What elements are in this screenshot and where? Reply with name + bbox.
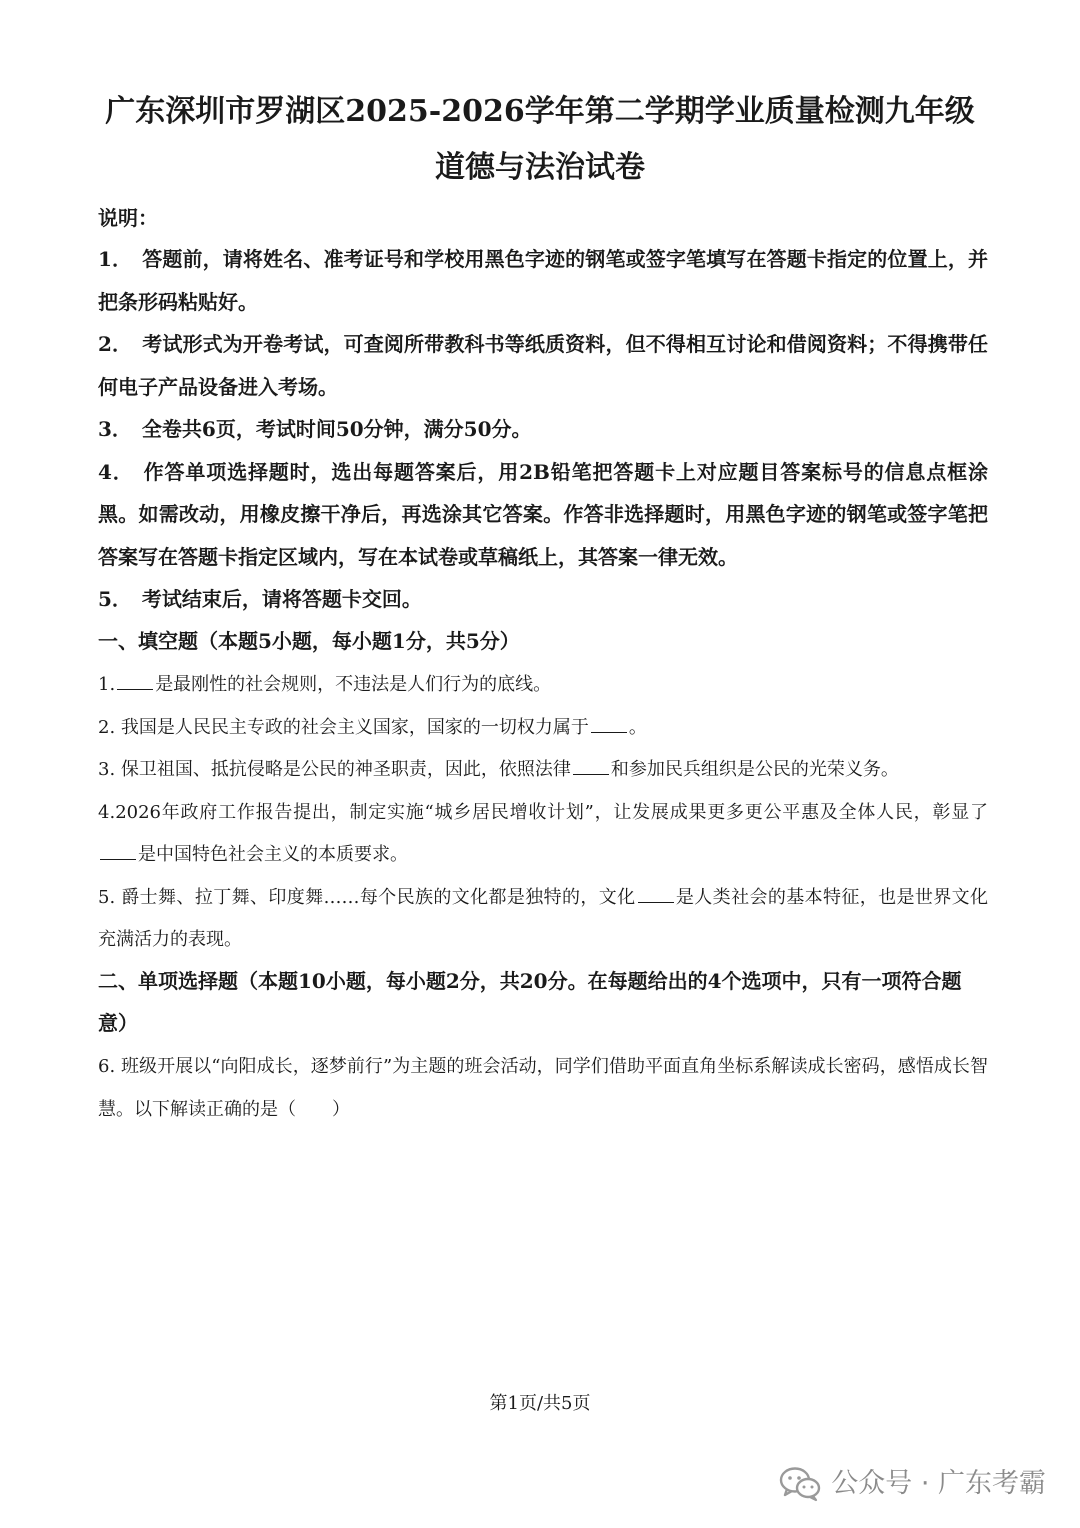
- exam-title-line1: 广东深圳市罗湖区2025-2026学年第二学期学业质量检测九年级: [105, 94, 975, 129]
- instruction-number: 3．: [98, 417, 132, 441]
- question-item: [98, 664, 988, 707]
- instructions-label: 说明：: [98, 206, 158, 230]
- question-text-before: 2026年政府工作报告提出，制定实施“城乡居民增收计划”，让发展成果更多更公平惠及全体人民，彰显了: [115, 801, 988, 823]
- question-text-before: 爵士舞、拉丁舞、印度舞……每个民族的文化都是独特的，文化: [121, 886, 636, 908]
- answer-blank: [100, 841, 136, 860]
- question-text-after: 是中国特色社会主义的本质要求。: [138, 844, 408, 865]
- answer-blank: [117, 671, 153, 690]
- fill-in-questions: [98, 664, 988, 962]
- watermark: [779, 1464, 1046, 1504]
- instruction-number: 4．: [98, 459, 134, 484]
- question-text-after: 是人类社会的基本特征，也是世界文化充满活力的表现。: [98, 886, 988, 950]
- instructions-list: [98, 238, 988, 621]
- answer-blank: [573, 756, 609, 775]
- instruction-item: [98, 578, 988, 621]
- question-number: 1.: [98, 674, 116, 695]
- question-item: [98, 707, 988, 750]
- instruction-number: 1．: [98, 247, 133, 271]
- section-heading-multiple-choice: 二、单项选择题（本题10小题，每小题2分，共20分。在每题给出的4个选项中，只有一项符合题意）: [98, 969, 962, 1035]
- instruction-text: 全卷共6页，考试时间50分钟，满分50分。: [141, 417, 532, 441]
- question-item: [98, 749, 988, 792]
- question-text-before: 保卫祖国、抵抗侵略是公民的神圣职责，因此，依照法律: [120, 759, 571, 780]
- instruction-item: [98, 323, 988, 408]
- question-item: [98, 792, 988, 877]
- question-text-before: 我国是人民民主专政的社会主义国家，国家的一切权力属于: [120, 716, 589, 738]
- answer-blank: [638, 884, 674, 903]
- page-number: 第1页/共5页: [489, 1393, 591, 1414]
- question-number: 2.: [98, 716, 116, 738]
- instruction-item: [98, 408, 988, 451]
- section-heading-fill-in: 一、填空题（本题5小题，每小题1分，共5分）: [98, 629, 520, 653]
- instruction-number: 5．: [98, 587, 132, 611]
- question-item: [98, 1046, 988, 1131]
- answer-blank: [591, 714, 627, 733]
- watermark-text: 公众号 · 广东考霸: [831, 1468, 1046, 1499]
- question-number: 6.: [98, 1056, 116, 1077]
- wechat-icon: [779, 1466, 821, 1502]
- question-text-after: 。: [628, 716, 647, 738]
- question-number: 4.: [98, 801, 116, 823]
- question-text-after: 是最刚性的社会规则，不违法是人们行为的底线。: [155, 674, 552, 695]
- question-text-after: 和参加民兵组织是公民的光荣义务。: [610, 759, 899, 780]
- question-number: 3.: [98, 759, 116, 780]
- instruction-text: 考试形式为开卷考试，可查阅所带教科书等纸质资料，但不得相互讨论和借阅资料；不得携带任何电子产品设备进入考场。: [98, 332, 988, 399]
- exam-title-line2: 道德与法治试卷: [435, 150, 645, 185]
- instruction-item: [98, 238, 988, 323]
- instruction-text: 作答单项选择题时，选出每题答案后，用2B铅笔把答题卡上对应题目答案标号的信息点框涂黑。如需改动，用橡皮擦干净后，再选涂其它答案。作答非选择题时，用黑色字迹的钢笔或签字笔把答案写在答题卡指定区域内，写在本试卷或草稿纸上，其答案一律无效。: [98, 459, 988, 569]
- instruction-text: 答题前，请将姓名、准考证号和学校用黑色字迹的钢笔或签字笔填写在答题卡指定的位置上，并把条形码粘贴好。: [98, 247, 988, 314]
- instruction-text: 考试结束后，请将答题卡交回。: [141, 587, 422, 611]
- question-text: 班级开展以“向阳成长，逐梦前行”为主题的班会活动，同学们借助平面直角坐标系解读成长密码，感悟成长智慧。以下解读正确的是（ ）: [98, 1056, 988, 1120]
- instruction-item: [98, 451, 988, 579]
- instruction-number: 2．: [98, 332, 133, 356]
- question-item: [98, 877, 988, 962]
- question-number: 5.: [98, 886, 116, 908]
